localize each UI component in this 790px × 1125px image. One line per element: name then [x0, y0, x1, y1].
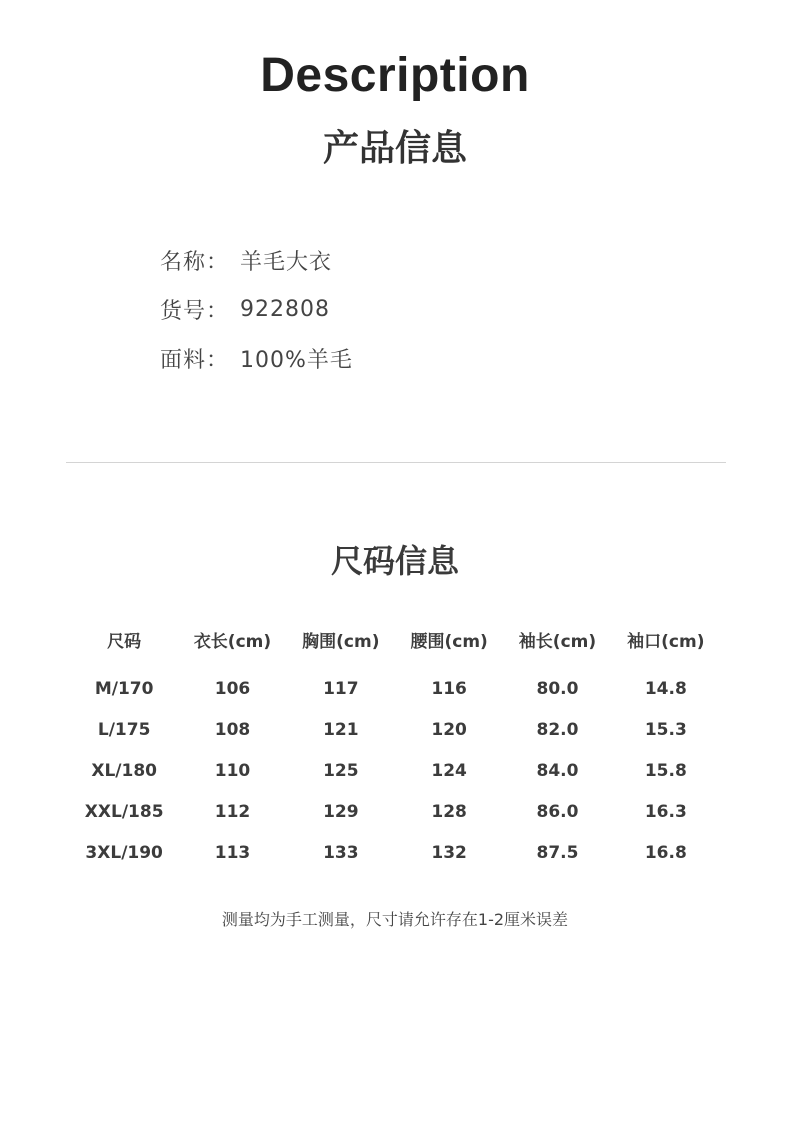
info-row-fabric [160, 334, 353, 383]
size-table [70, 620, 720, 873]
table-cell: 84.0 [536, 760, 579, 781]
page-title-cn: 产品信息 [322, 128, 467, 169]
table-cell: M/170 [94, 678, 154, 699]
table-cell: 15.3 [644, 719, 687, 740]
table-cell: XXL/185 [84, 801, 164, 822]
column-header: 胸围(cm) [302, 631, 380, 652]
product-info-list [160, 236, 353, 383]
table-cell: 128 [431, 801, 467, 822]
table-cell: 125 [323, 760, 359, 781]
table-cell: 116 [431, 678, 467, 699]
table-cell: 14.8 [644, 678, 687, 699]
table-cell: 108 [214, 719, 251, 740]
spacer-cell [70, 658, 720, 668]
table-spacer [70, 658, 720, 668]
table-cell: 16.3 [644, 801, 687, 822]
table-cell: L/175 [97, 719, 151, 740]
column-header: 袖长(cm) [518, 631, 597, 652]
table-cell: 106 [214, 678, 251, 699]
table-row [70, 709, 720, 750]
table-cell: XL/180 [91, 760, 157, 781]
info-row-item-number [160, 285, 353, 334]
table-cell: 133 [323, 842, 359, 863]
column-header: 尺码 [107, 631, 142, 652]
info-label: 货号： [160, 299, 230, 324]
table-cell: 86.0 [536, 801, 579, 822]
info-value: 羊毛大衣 [240, 250, 333, 275]
table-cell: 117 [323, 678, 359, 699]
table-cell: 15.8 [644, 760, 687, 781]
table-cell: 132 [431, 842, 467, 863]
page-title-en: Description [260, 49, 530, 102]
table-header-row [70, 620, 720, 658]
column-header: 衣长(cm) [193, 631, 272, 652]
column-header: 袖口(cm) [627, 631, 705, 652]
info-value: 922808 [240, 297, 330, 322]
info-value: 100%羊毛 [240, 348, 353, 373]
size-section-title: 尺码信息 [330, 542, 459, 580]
table-cell: 16.8 [644, 842, 687, 863]
table-row [70, 668, 720, 709]
table-row [70, 832, 720, 873]
table-cell: 113 [214, 842, 251, 863]
table-row [70, 750, 720, 791]
info-row-name [160, 236, 353, 285]
table-cell: 3XL/190 [85, 842, 163, 863]
table-cell: 120 [431, 719, 467, 740]
info-label: 名称： [160, 250, 230, 275]
column-header: 腰围(cm) [410, 631, 488, 652]
table-cell: 87.5 [536, 842, 579, 863]
table-cell: 121 [323, 719, 359, 740]
table-row [70, 791, 720, 832]
section-divider [66, 462, 726, 463]
table-cell: 112 [214, 801, 251, 822]
measurement-note: 测量均为手工测量，尺寸请允许存在1-2厘米误差 [221, 910, 569, 929]
table-cell: 124 [431, 760, 467, 781]
info-label: 面料： [160, 348, 230, 373]
table-cell: 82.0 [536, 719, 579, 740]
table-cell: 129 [323, 801, 359, 822]
table-cell: 110 [214, 760, 251, 781]
table-cell: 80.0 [536, 678, 579, 699]
